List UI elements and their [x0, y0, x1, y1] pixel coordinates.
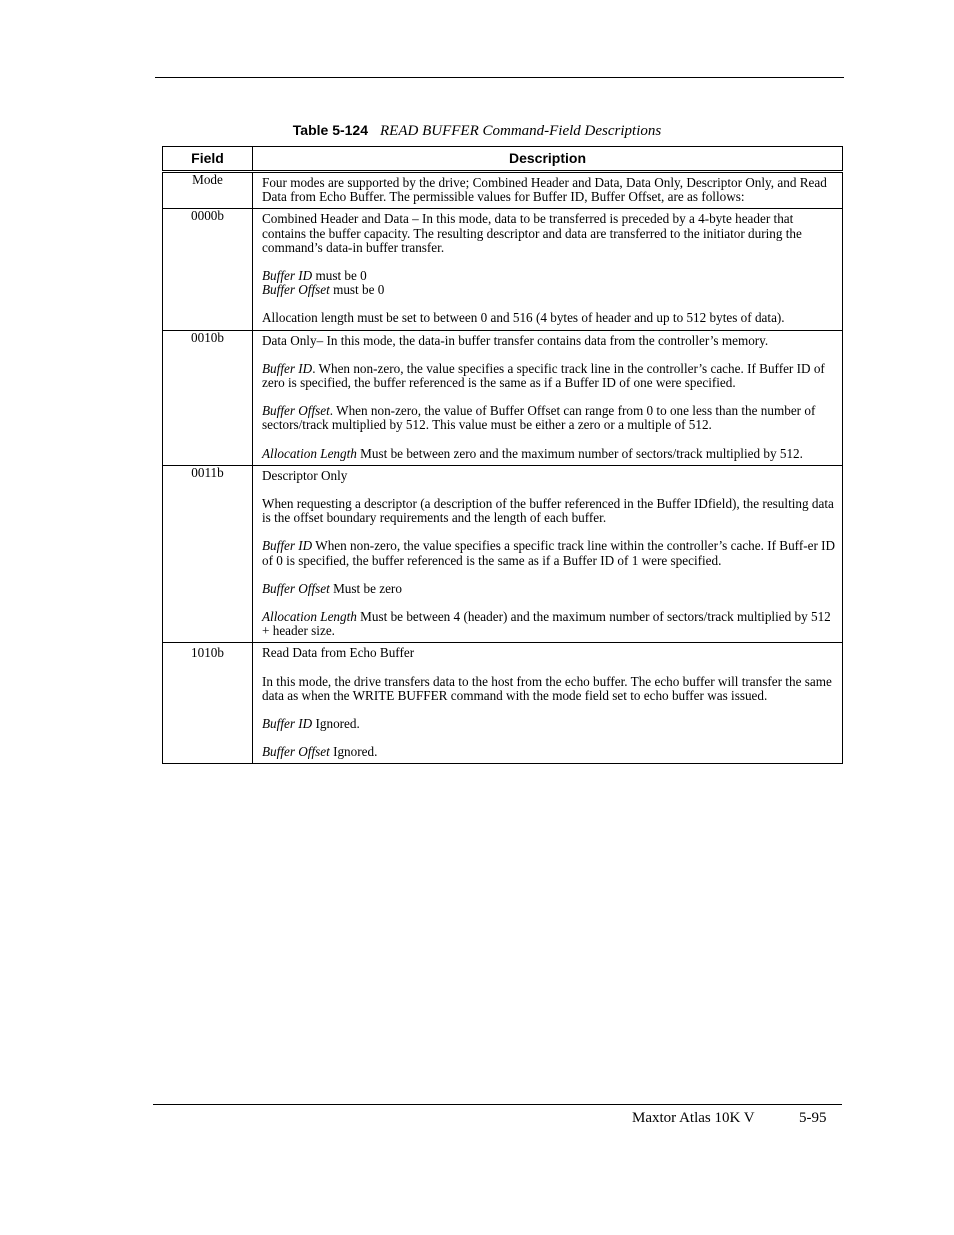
term-text: . When non-zero, the value of Buffer Offset can range from 0 to one less than the number of sectors/track multiplied by 512. This value must be either a zero or a multiple of 512.	[262, 403, 816, 433]
description-text	[262, 283, 836, 297]
field-cell: 1010b	[163, 643, 253, 764]
description-cell	[253, 643, 843, 764]
term: Buffer Offset	[262, 403, 330, 419]
term: Buffer ID	[262, 716, 313, 732]
table-row	[163, 465, 843, 643]
description-text	[262, 610, 836, 638]
term: Buffer ID	[262, 268, 313, 284]
term: Allocation Length	[262, 609, 357, 625]
description-text: Combined Header and Data – In this mode, data to be transferred is preceded by a 4-byte header that contains the buffer capacity. The resulting descriptor and data are transferred to the initiator during the command’s data-in buffer transfer.	[262, 211, 802, 255]
description-text	[262, 447, 836, 461]
term: Buffer ID	[262, 538, 313, 554]
description-text: Descriptor Only	[262, 467, 348, 483]
table-row	[163, 643, 843, 764]
table-title: READ BUFFER Command-Field Descriptions	[380, 123, 662, 139]
description-text	[262, 745, 836, 759]
table-header-row	[163, 147, 843, 172]
command-field-table	[162, 146, 843, 764]
term-text: must be 0	[312, 268, 367, 284]
description-text: Read Data from Echo Buffer	[262, 645, 415, 661]
description-cell	[253, 330, 843, 465]
description-text: Allocation length must be set to between 0 and 516 (4 bytes of header and up to 512 bytes of data).	[262, 310, 785, 326]
table-caption	[0, 122, 954, 140]
column-header-description: Description	[253, 147, 843, 172]
description-text	[262, 582, 836, 596]
table-row	[163, 330, 843, 465]
description-cell	[253, 465, 843, 643]
description-text	[262, 539, 836, 567]
description-cell	[253, 209, 843, 330]
description-text: In this mode, the drive transfers data to the host from the echo buffer. The echo buffer will transfer the same data as when the WRITE BUFFER command with the mode field set to echo buffer was issued.	[262, 673, 832, 703]
field-cell: Mode	[163, 172, 253, 209]
term-text: Must be between zero and the maximum number of sectors/track multiplied by 512.	[356, 445, 803, 461]
description-text: When requesting a descriptor (a description of the buffer referenced in the Buffer IDfield), the resulting data is the offset boundary requirements and the length of each buffer.	[262, 496, 834, 526]
description-text: Four modes are supported by the drive; Combined Header and Data, Data Only, Descriptor Only, and Read Data from Echo Buffer. The permissible values for Buffer ID, Buffer Offset, are as follows:	[262, 175, 827, 205]
field-cell: 0000b	[163, 209, 253, 330]
header-rule	[155, 77, 844, 78]
field-cell: 0011b	[163, 465, 253, 643]
description-text	[262, 269, 836, 283]
table-row	[163, 172, 843, 209]
term: Buffer Offset	[262, 282, 330, 298]
description-text	[262, 362, 836, 390]
term: Allocation Length	[262, 445, 357, 461]
term-text: Ignored.	[329, 744, 378, 760]
term-text: Must be zero	[329, 580, 402, 596]
term-text: Must be between 4 (header) and the maximum number of sectors/track multiplied by 512 + header size.	[262, 609, 831, 639]
description-text: Data Only– In this mode, the data-in buffer transfer contains data from the controller’s memory.	[262, 332, 769, 348]
footer-title: Maxtor Atlas 10K V	[632, 1110, 755, 1126]
footer-rule	[153, 1104, 842, 1105]
term: Buffer Offset	[262, 744, 330, 760]
term-text: Ignored.	[312, 716, 360, 732]
term-text: When non-zero, the value specifies a specific track line within the controller’s cache. If Buff-er ID of 0 is specified, the buffer referenced is the same as if a Buffer ID of 1 were specified.	[262, 538, 836, 568]
term-text: . When non-zero, the value specifies a specific track line in the controller’s cache. If Buffer ID of zero is specified, the buffer referenced is the same as if a Buffer ID of one were specified.	[262, 360, 825, 391]
description-text	[262, 404, 836, 432]
field-cell: 0010b	[163, 330, 253, 465]
table-number: Table 5-124	[292, 122, 369, 138]
table-row	[163, 209, 843, 330]
term: Buffer ID	[262, 360, 313, 376]
term-text: must be 0	[329, 282, 385, 298]
description-text	[262, 717, 836, 731]
description-cell	[253, 172, 843, 209]
term: Buffer Offset	[262, 580, 330, 596]
page-number: 5-95	[799, 1110, 827, 1126]
column-header-field: Field	[163, 147, 253, 172]
